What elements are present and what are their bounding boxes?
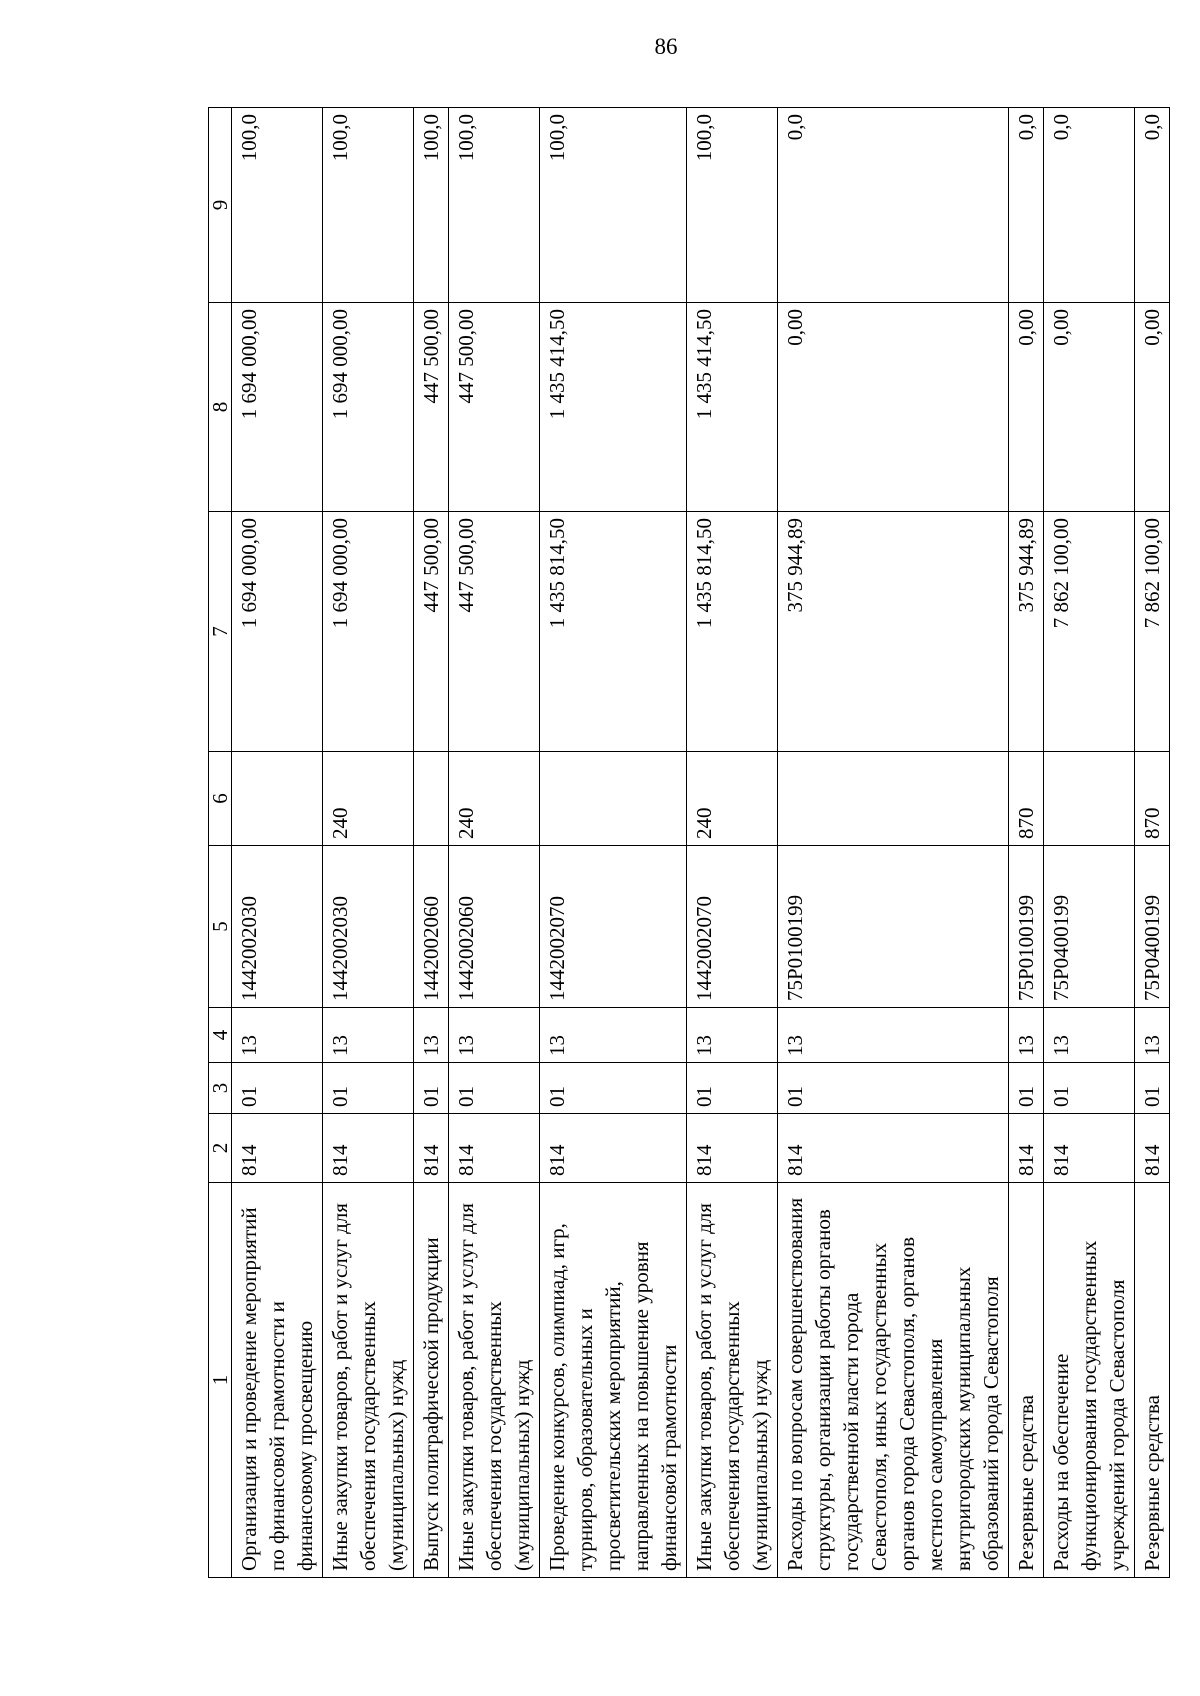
execution-percent: 0,0 — [1009, 108, 1044, 303]
subsection-code: 13 — [1135, 1008, 1170, 1063]
planned-amount: 1 435 814,50 — [540, 512, 687, 752]
expense-name: Резервные средства — [1009, 1183, 1044, 1578]
executed-amount: 0,00 — [1009, 303, 1044, 512]
planned-amount: 1 435 814,50 — [687, 512, 778, 752]
page-number: 86 — [654, 34, 678, 59]
column-header-2: 2 — [209, 1114, 232, 1183]
expense-type-code — [1044, 752, 1135, 846]
column-header-7: 7 — [209, 512, 232, 752]
ministry-code: 814 — [1044, 1114, 1135, 1183]
section-code: 01 — [1044, 1063, 1135, 1114]
section-code: 01 — [687, 1063, 778, 1114]
executed-amount: 0,00 — [1044, 303, 1135, 512]
executed-amount: 1 435 414,50 — [687, 303, 778, 512]
ministry-code: 814 — [1135, 1114, 1170, 1183]
column-header-9: 9 — [209, 108, 232, 303]
execution-percent: 100,0 — [414, 108, 449, 303]
execution-percent: 100,0 — [687, 108, 778, 303]
section-code: 01 — [232, 1063, 323, 1114]
executed-amount: 1 694 000,00 — [232, 303, 323, 512]
ministry-code: 814 — [778, 1114, 1009, 1183]
executed-amount: 447 500,00 — [449, 303, 540, 512]
section-code: 01 — [1009, 1063, 1044, 1114]
section-code: 01 — [540, 1063, 687, 1114]
target-article-code: 1442002070 — [540, 846, 687, 1008]
expense-name: Расходы по вопросам совершенствования структуры, организации работы органов государственной власти города Севастополя, иных государственных органов города Севастополя, органов местного самоуправления внутригородских муниципальных образований города Севастополя — [778, 1183, 1009, 1578]
section-code: 01 — [449, 1063, 540, 1114]
expense-name: Организация и проведение мероприятий по финансовой грамотности и финансовому просвещению — [232, 1183, 323, 1578]
section-code: 01 — [323, 1063, 414, 1114]
column-header-4: 4 — [209, 1008, 232, 1063]
subsection-code: 13 — [449, 1008, 540, 1063]
executed-amount: 0,00 — [1135, 303, 1170, 512]
target-article-code: 1442002030 — [232, 846, 323, 1008]
budget-table — [208, 107, 1170, 1578]
target-article-code: 75Р0400199 — [1044, 846, 1135, 1008]
expense-type-code: 870 — [1135, 752, 1170, 846]
ministry-code: 814 — [1009, 1114, 1044, 1183]
executed-amount: 447 500,00 — [414, 303, 449, 512]
subsection-code: 13 — [1009, 1008, 1044, 1063]
expense-name: Выпуск полиграфической продукции — [414, 1183, 449, 1578]
subsection-code: 13 — [778, 1008, 1009, 1063]
planned-amount: 375 944,89 — [1009, 512, 1044, 752]
target-article-code: 75Р0100199 — [1009, 846, 1044, 1008]
subsection-code: 13 — [323, 1008, 414, 1063]
ministry-code: 814 — [687, 1114, 778, 1183]
expense-type-code: 870 — [1009, 752, 1044, 846]
ministry-code: 814 — [414, 1114, 449, 1183]
subsection-code: 13 — [687, 1008, 778, 1063]
execution-percent: 0,0 — [778, 108, 1009, 303]
execution-percent: 0,0 — [1135, 108, 1170, 303]
table-row — [687, 108, 778, 1578]
ministry-code: 814 — [540, 1114, 687, 1183]
expense-name: Иные закупки товаров, работ и услуг для обеспечения государственных (муниципальных) нужд — [323, 1183, 414, 1578]
expense-type-code — [232, 752, 323, 846]
subsection-code: 13 — [414, 1008, 449, 1063]
header-row — [209, 108, 232, 1578]
subsection-code: 13 — [232, 1008, 323, 1063]
expense-type-code: 240 — [323, 752, 414, 846]
subsection-code: 13 — [540, 1008, 687, 1063]
column-header-8: 8 — [209, 303, 232, 512]
target-article-code: 1442002060 — [414, 846, 449, 1008]
expense-name: Резервные средства — [1135, 1183, 1170, 1578]
table-row — [1009, 108, 1044, 1578]
ministry-code: 814 — [323, 1114, 414, 1183]
ministry-code: 814 — [232, 1114, 323, 1183]
execution-percent: 100,0 — [449, 108, 540, 303]
column-header-1: 1 — [209, 1183, 232, 1578]
expense-name: Расходы на обеспечение функционирования государственных учреждений города Севастополя — [1044, 1183, 1135, 1578]
planned-amount: 7 862 100,00 — [1044, 512, 1135, 752]
table-row — [414, 108, 449, 1578]
executed-amount: 1 694 000,00 — [323, 303, 414, 512]
section-code: 01 — [778, 1063, 1009, 1114]
planned-amount: 447 500,00 — [414, 512, 449, 752]
table-row — [449, 108, 540, 1578]
column-header-3: 3 — [209, 1063, 232, 1114]
target-article-code: 75Р0400199 — [1135, 846, 1170, 1008]
table-rotated-container — [208, 108, 1164, 1578]
planned-amount: 1 694 000,00 — [232, 512, 323, 752]
subsection-code: 13 — [1044, 1008, 1135, 1063]
expense-name: Проведение конкурсов, олимпиад, игр, турниров, образовательных и просветительских мероприятий, направленных на повышение уровня финансовой грамотности — [540, 1183, 687, 1578]
planned-amount: 375 944,89 — [778, 512, 1009, 752]
expense-type-code — [414, 752, 449, 846]
executed-amount: 0,00 — [778, 303, 1009, 512]
table-row — [1135, 108, 1170, 1578]
expense-name: Иные закупки товаров, работ и услуг для обеспечения государственных (муниципальных) нужд — [687, 1183, 778, 1578]
planned-amount: 1 694 000,00 — [323, 512, 414, 752]
section-code: 01 — [1135, 1063, 1170, 1114]
table-row — [232, 108, 323, 1578]
execution-percent: 0,0 — [1044, 108, 1135, 303]
ministry-code: 814 — [449, 1114, 540, 1183]
table-row — [540, 108, 687, 1578]
target-article-code: 1442002030 — [323, 846, 414, 1008]
target-article-code: 1442002060 — [449, 846, 540, 1008]
execution-percent: 100,0 — [540, 108, 687, 303]
executed-amount: 1 435 414,50 — [540, 303, 687, 512]
expense-type-code: 240 — [687, 752, 778, 846]
table-row — [1044, 108, 1135, 1578]
planned-amount: 447 500,00 — [449, 512, 540, 752]
column-header-6: 6 — [209, 752, 232, 846]
expense-type-code — [540, 752, 687, 846]
planned-amount: 7 862 100,00 — [1135, 512, 1170, 752]
expense-name: Иные закупки товаров, работ и услуг для обеспечения государственных (муниципальных) нужд — [449, 1183, 540, 1578]
execution-percent: 100,0 — [323, 108, 414, 303]
expense-type-code — [778, 752, 1009, 846]
target-article-code: 1442002070 — [687, 846, 778, 1008]
table-row — [323, 108, 414, 1578]
column-header-5: 5 — [209, 846, 232, 1008]
section-code: 01 — [414, 1063, 449, 1114]
table-row — [778, 108, 1009, 1578]
expense-type-code: 240 — [449, 752, 540, 846]
target-article-code: 75Р0100199 — [778, 846, 1009, 1008]
execution-percent: 100,0 — [232, 108, 323, 303]
